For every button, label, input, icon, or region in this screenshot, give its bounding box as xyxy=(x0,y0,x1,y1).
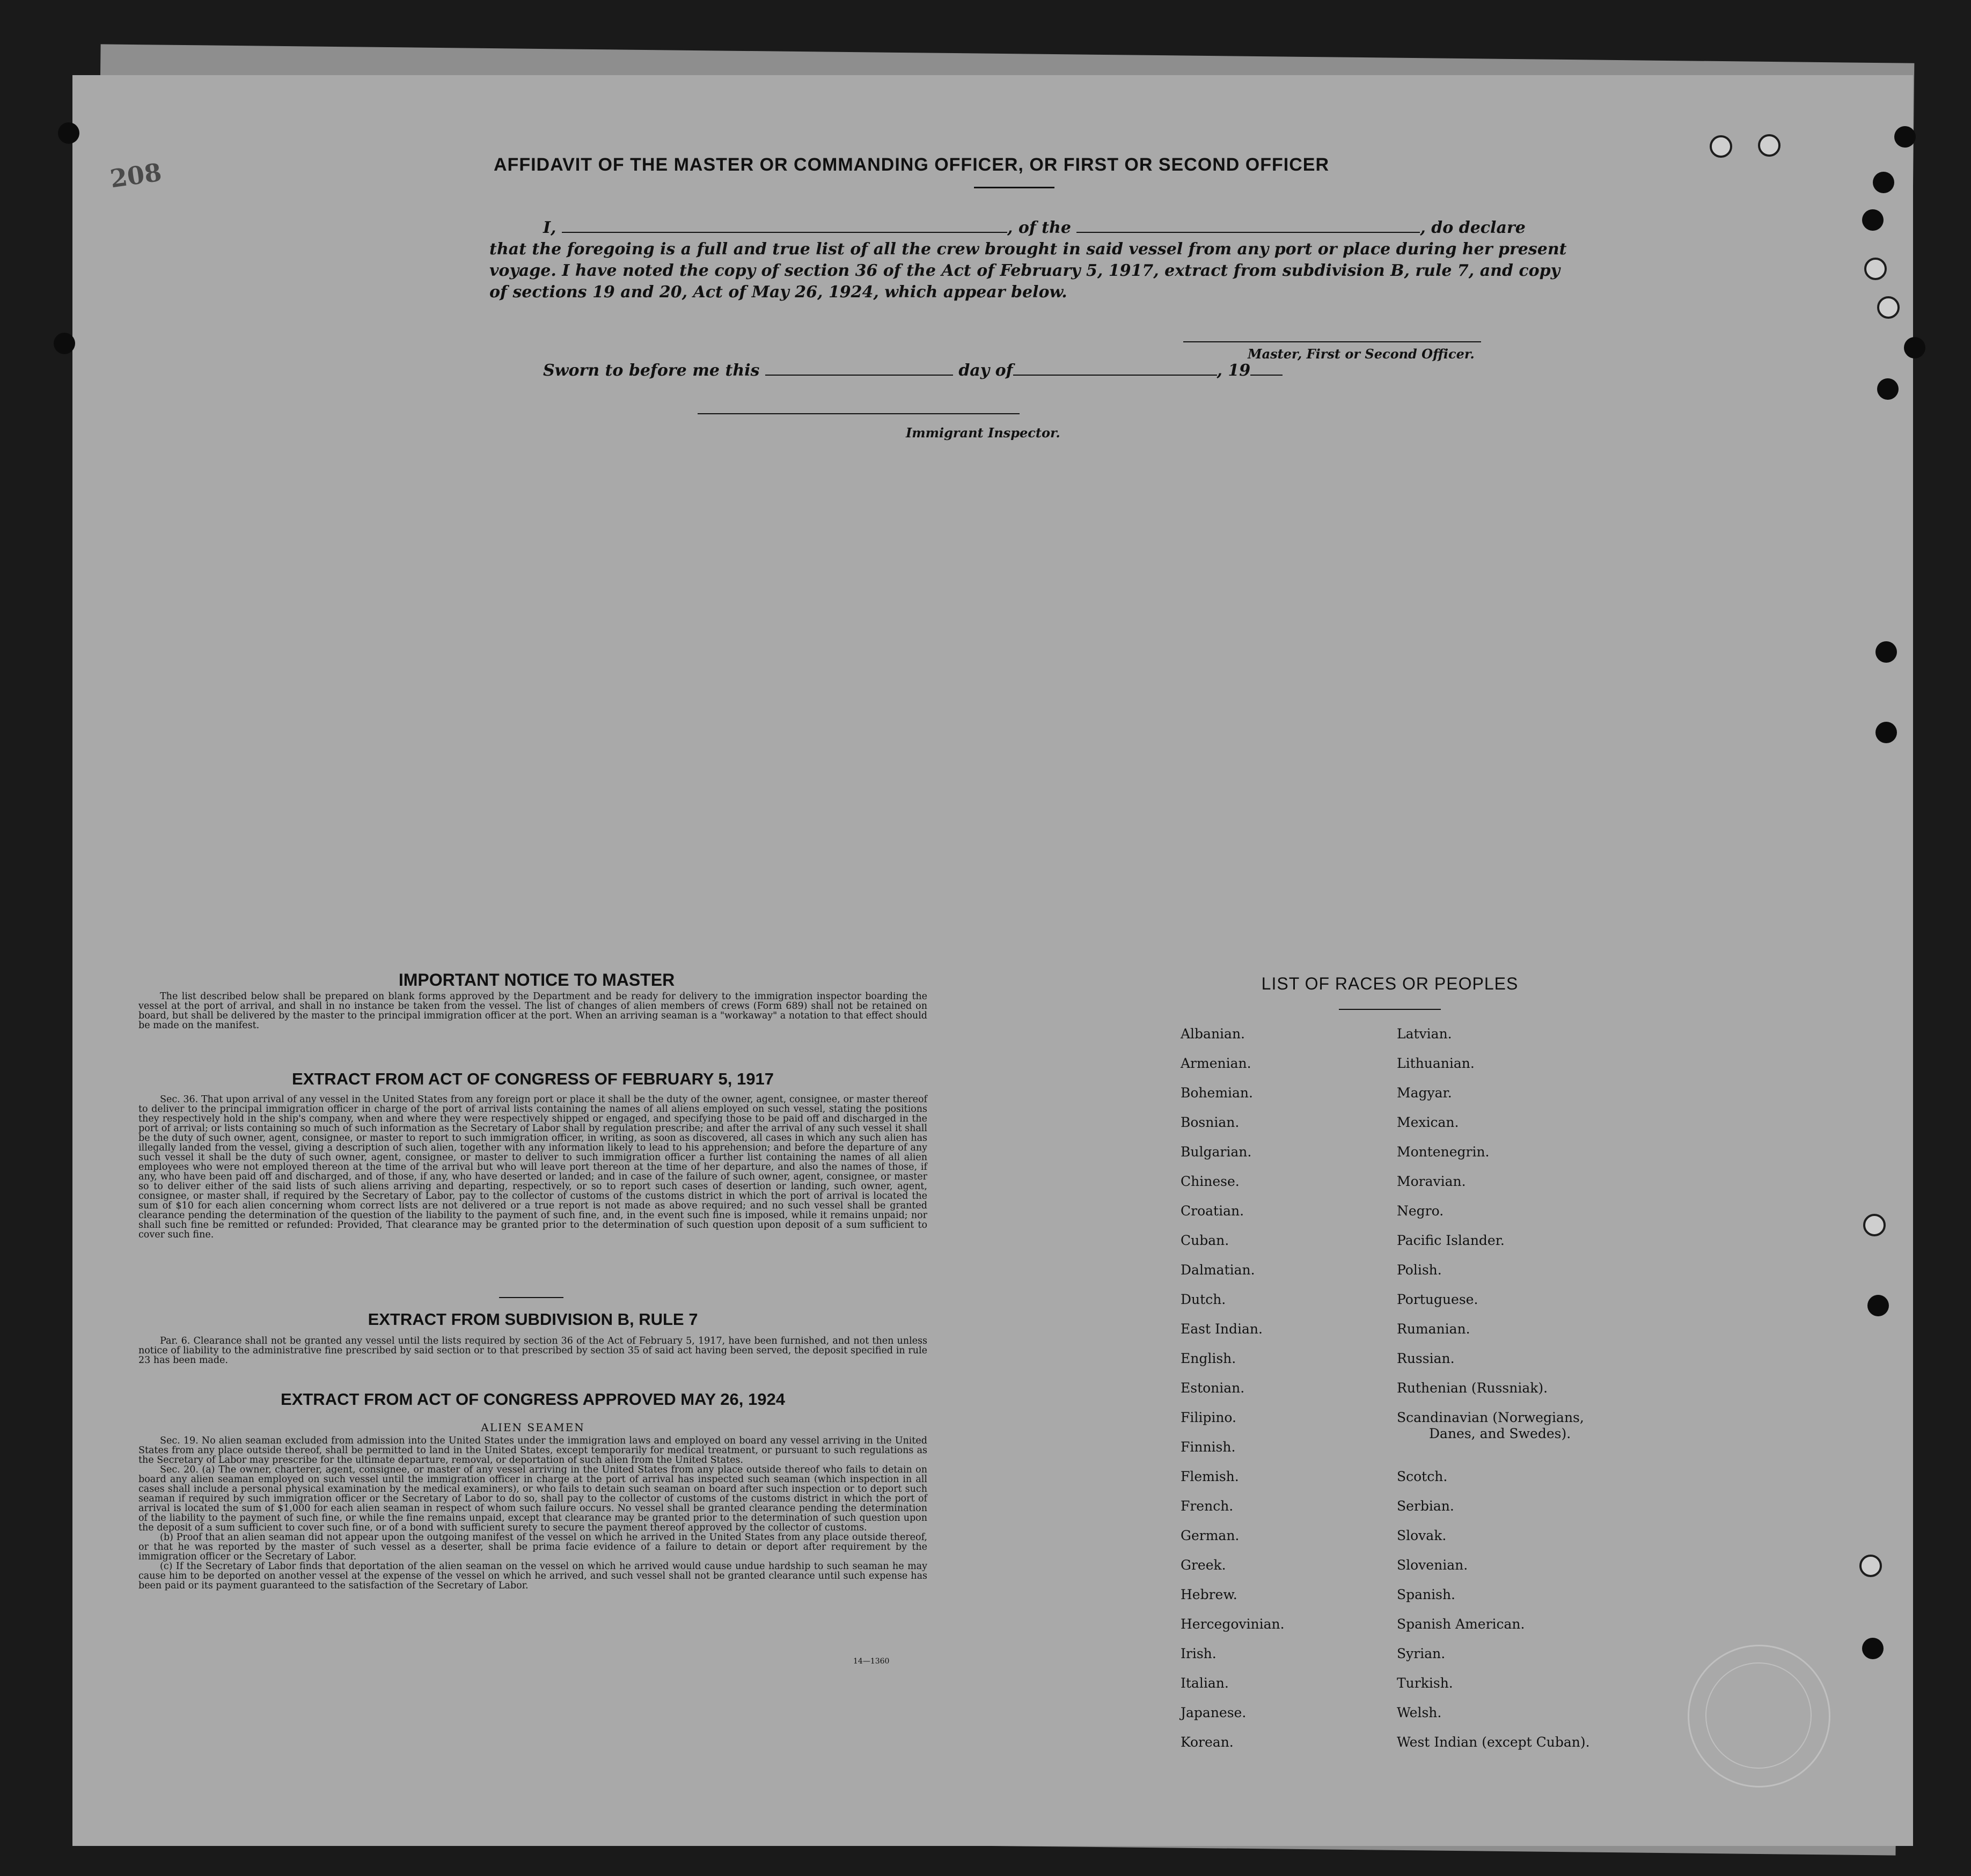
punch-hole xyxy=(1710,135,1732,158)
punch-hole xyxy=(1894,126,1916,148)
inspector-line[interactable] xyxy=(698,413,1020,414)
race-item: Syrian. xyxy=(1397,1646,1446,1661)
sec19-paragraph: Sec. 19. No alien seaman excluded from admission into the United States under the immigration laws and employed on board any vessel arriving in the United States from any place outside thereof, shall be permitted to land in the United States, except temporarily for medical treatment, or pursuant to such regulations as the Secretary of Labor may prescribe for the ultimate departure, removal, or deportation of such alien from the United States. xyxy=(138,1435,927,1465)
affidavit-line-1 xyxy=(489,217,1526,239)
race-item: Welsh. xyxy=(1397,1705,1442,1720)
punch-hole xyxy=(58,122,79,144)
punch-hole xyxy=(1877,296,1900,319)
race-item: Ruthenian (Russniak). xyxy=(1397,1380,1548,1396)
race-item: Hebrew. xyxy=(1181,1587,1237,1602)
stamp-number: 208 xyxy=(108,157,164,194)
race-item: Bosnian. xyxy=(1181,1115,1240,1130)
name-field[interactable] xyxy=(562,218,1007,233)
year-field[interactable] xyxy=(1250,361,1283,376)
race-item: Hercegovinian. xyxy=(1181,1616,1285,1632)
race-item: Montenegrin. xyxy=(1397,1144,1490,1160)
race-item: Russian. xyxy=(1397,1351,1455,1366)
department-seal xyxy=(1688,1645,1830,1787)
punch-hole xyxy=(1862,1638,1884,1659)
race-item: Chinese. xyxy=(1181,1174,1240,1189)
race-item: Lithuanian. xyxy=(1397,1056,1475,1071)
punch-hole xyxy=(1758,134,1781,157)
race-item: Filipino. xyxy=(1181,1410,1236,1425)
inspector-caption: Immigrant Inspector. xyxy=(906,425,1060,441)
year-prefix: , 19 xyxy=(1217,361,1251,380)
race-item: Armenian. xyxy=(1181,1056,1251,1071)
notice-title: IMPORTANT NOTICE TO MASTER xyxy=(398,970,675,990)
races-title-rule xyxy=(1339,1009,1441,1010)
punch-hole xyxy=(1873,172,1894,193)
sworn-prefix: Sworn to before me this xyxy=(543,361,760,380)
sec20a-paragraph: Sec. 20. (a) The owner, charterer, agent, consignee, or master of any vessel arriving in the United States from any place outside thereof who fails to detain on board any alien seaman employed on such vessel until the immigration officer in charge at the port of arrival has inspected such seaman (which inspection in all cases shall include a personal physical examination by the medical examiners), or who fails to detain such seaman on board after such inspection or to deport such seaman if required by such immigration officer or the Secretary of Labor to do so, shall pay to the collector of customs of the customs district in which the port of arrival is located the sum of $1,000 for each alien seaman in respect of whom such failure occurs. No vessel shall be granted clearance pending the determination of the liability to the payment of such fine, or while the fine remains unpaid, except that clearance may be granted prior to the determination of such question upon the deposit of a sum sufficient to cover such fine, or of a bond with sufficient surety to secure the payment thereof approved by the collector of customs. xyxy=(138,1464,927,1533)
race-item-continuation: Danes, and Swedes). xyxy=(1429,1426,1571,1441)
race-item: Mexican. xyxy=(1397,1115,1459,1130)
race-item: Dutch. xyxy=(1181,1292,1226,1307)
punch-hole xyxy=(1863,1214,1886,1236)
sec36-paragraph: Sec. 36. That upon arrival of any vessel in the United States from any foreign port or place it shall be the duty of the owner, agent, consignee, or master thereof to deliver to the principal immigration officer in charge of the port of arrival lists containing the names of all aliens employed on such vessel, stating the positions they respectively hold in the ship's company, when and where they were respectively shipped or engaged, and specifying those to be paid off and discharged in the port of arrival; or lists containing so much of such information as the Secretary of Labor shall by regulation prescribe; and after the arrival of any such vessel it shall be the duty of such owner, agent, consignee, or master to report to such immigration officer, in writing, as soon as discovered, all cases in which any such alien has illegally landed from the vessel, giving a description of such alien, together with any information likely to lead to his apprehension; and before the departure of any such vessel it shall be the duty of such owner, agent, consignee, or master to deliver to such immigration officer a further list containing the names of all alien employees who were not employed thereon at the time of the arrival but who will leave port thereon at the time of her departure, and also the names of those, if any, who have been paid off and discharged, and of those, if any, who have deserted or landed; and in case of the failure of such owner, agent, consignee, or master so to deliver either of the said lists of such aliens arriving and departing, respectively, or so to report such cases of desertion or landing, such owner, agent, consignee, or master shall, if required by the Secretary of Labor, pay to the collector of customs of the customs district in which the port of arrival is located the sum of $10 for each alien concerning whom correct lists are not delivered or a true report is not made as above required; and no such vessel shall be granted clearance pending the determination of the question of the liability to the payment of such fine, and, in the event such fine is imposed, while it remains unpaid; nor shall such fine be remitted or refunded: Provided, That clearance may be granted prior to the determination of such question upon deposit of a sum sufficient to cover such fine. xyxy=(138,1094,927,1240)
punch-hole xyxy=(1877,378,1899,400)
day-of-label: day of xyxy=(958,361,1013,380)
race-item: Korean. xyxy=(1181,1734,1234,1750)
race-item: Bulgarian. xyxy=(1181,1144,1252,1160)
extract-1917-body xyxy=(138,1095,927,1240)
race-item: German. xyxy=(1181,1528,1240,1543)
race-item: West Indian (except Cuban). xyxy=(1397,1734,1590,1750)
punch-hole xyxy=(54,333,75,354)
race-item: Spanish American. xyxy=(1397,1616,1525,1632)
punch-hole xyxy=(1859,1555,1882,1577)
title-rule xyxy=(974,187,1054,188)
race-item: Irish. xyxy=(1181,1646,1217,1661)
punch-hole xyxy=(1864,258,1887,280)
race-item: Slovenian. xyxy=(1397,1557,1468,1573)
affidavit-body xyxy=(489,217,1567,303)
vessel-field[interactable] xyxy=(1076,218,1420,233)
race-item: English. xyxy=(1181,1351,1236,1366)
punch-hole xyxy=(1867,1295,1889,1316)
extract-1917-title: EXTRACT FROM ACT OF CONGRESS OF FEBRUARY 5, 1917 xyxy=(292,1069,774,1088)
race-item: Italian. xyxy=(1181,1675,1229,1691)
alien-seamen-subtitle: ALIEN SEAMEN xyxy=(481,1421,585,1434)
par6-paragraph: Par. 6. Clearance shall not be granted any vessel until the lists required by section 36 of the Act of February 5, 1917, have been furnished, and not then unless notice of liability to the administrative fine prescribed by said section or to that prescribed by section 35 of said act having been served, the deposit specified in rule 23 has been made. xyxy=(138,1336,927,1366)
race-item: East Indian. xyxy=(1181,1321,1263,1337)
sec20c-paragraph: (c) If the Secretary of Labor finds that deportation of the alien seaman on the vessel on which he arrived would cause undue hardship to such seaman he may cause him to be deported on another vessel at the expense of the vessel on which he arrived, and such vessel shall not be granted clearance until such expense has been paid or its payment guaranteed to the satisfaction of the Secretary of Labor. xyxy=(138,1561,927,1591)
race-item: Albanian. xyxy=(1181,1026,1245,1042)
race-item: Cuban. xyxy=(1181,1233,1229,1248)
punch-hole xyxy=(1862,209,1884,231)
extract-rule7-title: EXTRACT FROM SUBDIVISION B, RULE 7 xyxy=(368,1310,698,1329)
race-item: Scotch. xyxy=(1397,1469,1448,1484)
race-item: Portuguese. xyxy=(1397,1292,1478,1307)
of-the-label: , of the xyxy=(1007,218,1071,237)
affidavit-line-4: of sections 19 and 20, Act of May 26, 1924, which appear below. xyxy=(489,283,1067,302)
signature-line[interactable] xyxy=(1183,341,1481,342)
race-item: Spanish. xyxy=(1397,1587,1456,1602)
race-item: Estonian. xyxy=(1181,1380,1245,1396)
punch-hole xyxy=(1904,337,1925,358)
affidavit-title: AFFIDAVIT OF THE MASTER OR COMMANDING OFFICER, OR FIRST OR SECOND OFFICER xyxy=(494,155,1329,175)
sworn-line xyxy=(543,361,1283,380)
day-field[interactable] xyxy=(765,361,953,376)
race-item: Turkish. xyxy=(1397,1675,1453,1691)
race-item: French. xyxy=(1181,1498,1234,1514)
race-item: Polish. xyxy=(1397,1262,1442,1278)
race-item: Flemish. xyxy=(1181,1469,1239,1484)
affidavit-line-3: voyage. I have noted the copy of section 36 of the Act of February 5, 1917, extract from subdivision B, rule 7, and copy xyxy=(489,261,1560,280)
race-item: Japanese. xyxy=(1181,1705,1247,1720)
signature-caption: Master, First or Second Officer. xyxy=(1248,346,1475,362)
affidavit-line-2: that the foregoing is a full and true list of all the crew brought in said vessel from any port or place during her present xyxy=(489,240,1567,259)
race-item: Rumanian. xyxy=(1397,1321,1470,1337)
race-item: Finnish. xyxy=(1181,1439,1236,1455)
extract-rule7-body xyxy=(138,1336,927,1365)
i-label: I, xyxy=(543,218,556,237)
race-item: Croatian. xyxy=(1181,1203,1244,1219)
race-item: Serbian. xyxy=(1397,1498,1454,1514)
race-item: Greek. xyxy=(1181,1557,1226,1573)
race-item: Latvian. xyxy=(1397,1026,1452,1042)
extract-1924-body xyxy=(138,1436,927,1591)
race-item: Negro. xyxy=(1397,1203,1444,1219)
section-rule xyxy=(499,1297,563,1298)
sec20b-paragraph: (b) Proof that an alien seaman did not appear upon the outgoing manifest of the vessel on which he arrived in the United States from any place outside thereof, or that he was reported by the master of such vessel as a deserter, shall be prima facie evidence of a failure to detain or deport after requirement by the immigration officer or the Secretary of Labor. xyxy=(138,1532,927,1562)
races-title: LIST OF RACES OR PEOPLES xyxy=(1261,974,1519,993)
extract-1924-title: EXTRACT FROM ACT OF CONGRESS APPROVED MAY 26, 1924 xyxy=(281,1390,785,1409)
punch-hole xyxy=(1875,722,1897,743)
form-number: 14—1360 xyxy=(853,1657,890,1666)
race-item: Dalmatian. xyxy=(1181,1262,1255,1278)
race-item: Moravian. xyxy=(1397,1174,1466,1189)
do-declare-label: , do declare xyxy=(1420,218,1526,237)
race-item: Scandinavian (Norwegians, xyxy=(1397,1410,1584,1425)
month-field[interactable] xyxy=(1013,361,1217,376)
punch-hole xyxy=(1875,641,1897,663)
notice-paragraph: The list described below shall be prepared on blank forms approved by the Department and be ready for delivery to the immigration inspector boarding the vessel at the port of arrival, and shall in no instance be taken from the vessel. The list of changes of alien members of crews (Form 689) shall not be retained on board, but shall be delivered by the master to the principal immigration officer at the port. When an arriving seaman is a "workaway" a notation to that effect should be made on the manifest. xyxy=(138,991,927,1031)
race-item: Bohemian. xyxy=(1181,1085,1253,1101)
race-item: Magyar. xyxy=(1397,1085,1452,1101)
race-item: Pacific Islander. xyxy=(1397,1233,1505,1248)
race-item: Slovak. xyxy=(1397,1528,1447,1543)
notice-body xyxy=(138,992,927,1030)
